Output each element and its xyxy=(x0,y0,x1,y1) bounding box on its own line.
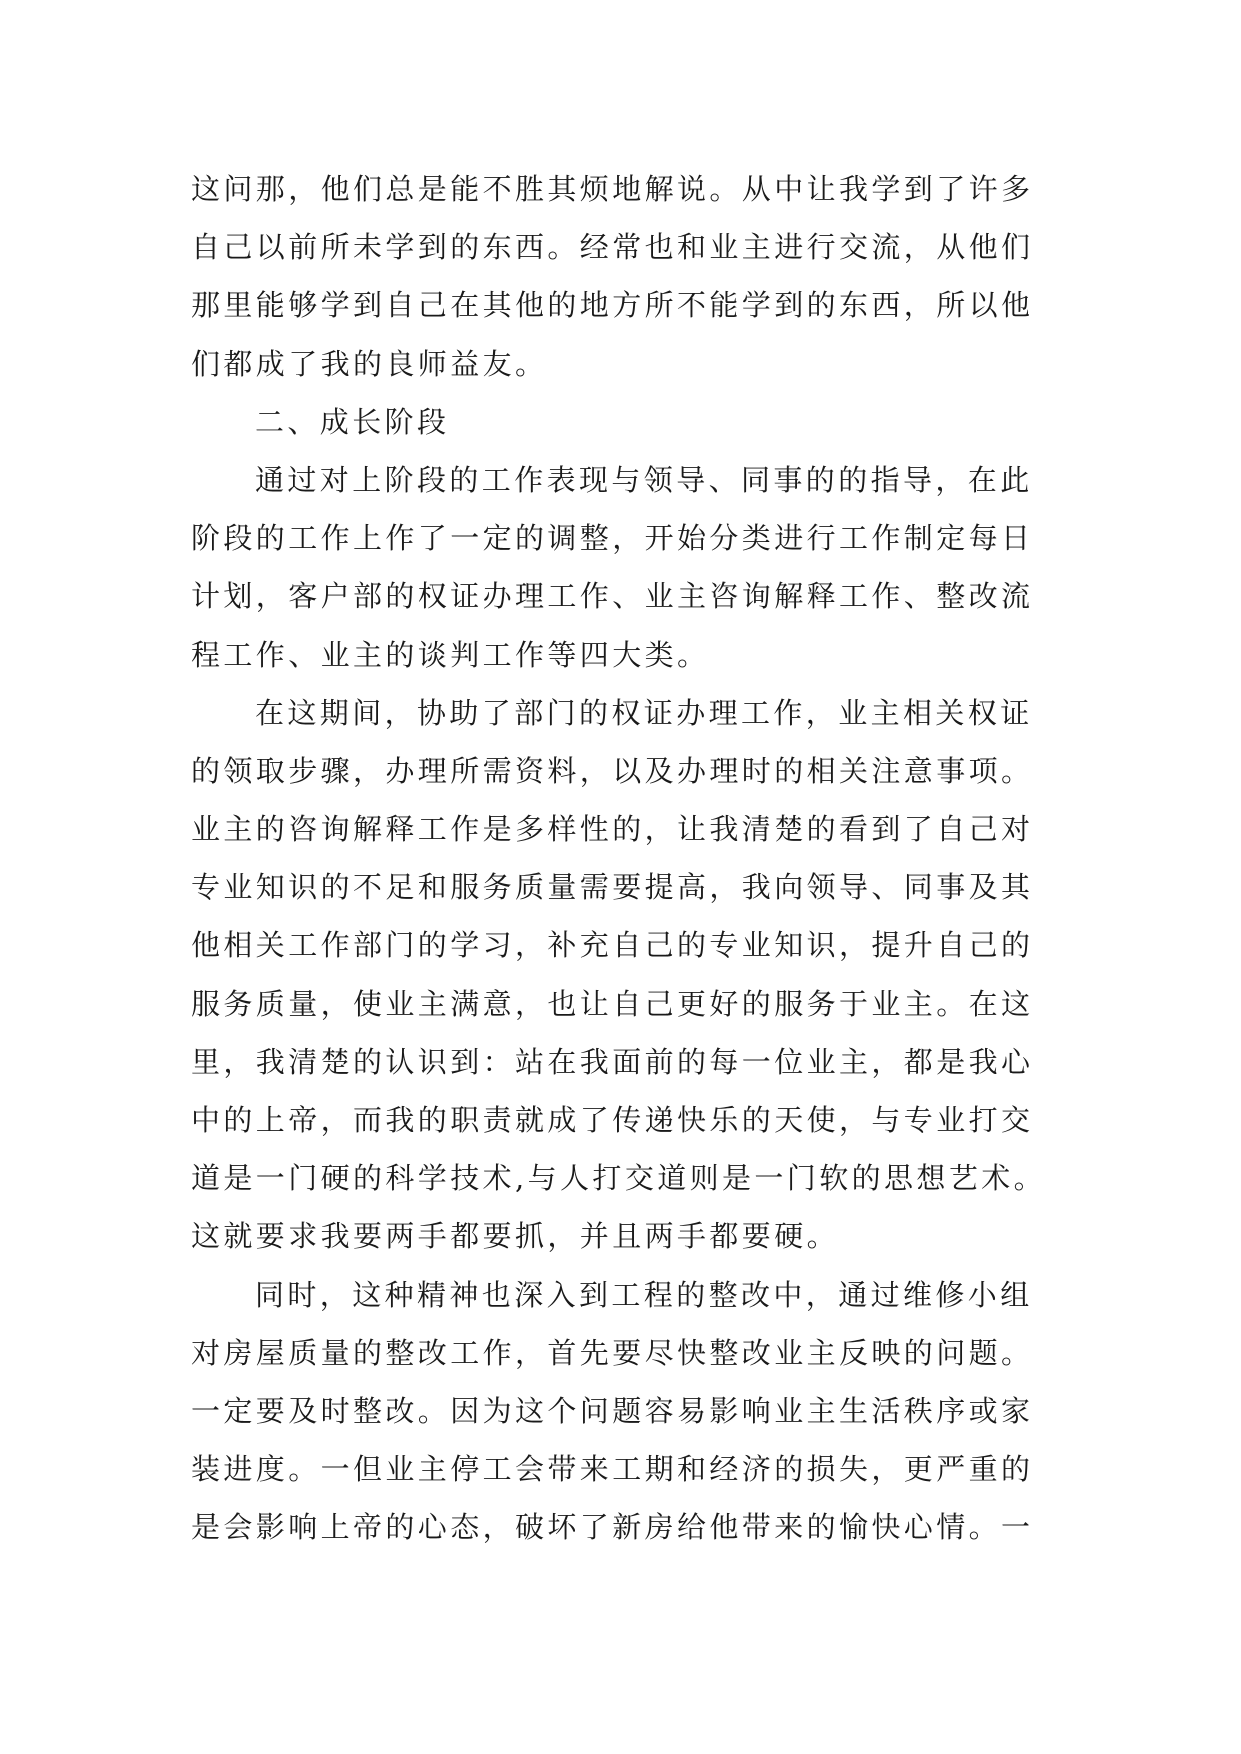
text-line: 程工作、业主的谈判工作等四大类。 xyxy=(191,637,710,672)
text-line: 这就要求我要两手都要抓，并且两手都要硬。 xyxy=(191,1219,840,1254)
text-line: 专业知识的不足和服务质量需要提高，我向领导、同事及其 xyxy=(191,870,1034,905)
text-line: 装进度。一但业主停工会带来工期和经济的损失，更严重的 xyxy=(191,1452,1034,1487)
text-line: 在这期间，协助了部门的权证办理工作，业主相关权证 xyxy=(255,695,1033,730)
text-line: 里，我清楚的认识到：站在我面前的每一位业主，都是我心 xyxy=(191,1044,1034,1079)
text-line: 的领取步骤，办理所需资料，以及办理时的相关注意事项。 xyxy=(191,753,1034,788)
text-line: 服务质量，使业主满意，也让自己更好的服务于业主。在这 xyxy=(191,986,1034,1021)
text-line: 对房屋质量的整改工作，首先要尽快整改业主反映的问题。 xyxy=(191,1335,1034,1370)
text-line: 他相关工作部门的学习，补充自己的专业知识，提升自己的 xyxy=(191,928,1034,963)
text-line: 中的上帝，而我的职责就成了传递快乐的天使，与专业打交 xyxy=(191,1103,1034,1137)
body-text xyxy=(191,160,1061,1557)
text-line: 同时，这种精神也深入到工程的整改中，通过维修小组 xyxy=(255,1277,1033,1312)
text-line: 通过对上阶段的工作表现与领导、同事的的指导，在此 xyxy=(255,462,1033,497)
text-line: 那里能够学到自己在其他的地方所不能学到的东西，所以他 xyxy=(191,288,1034,323)
text-line: 业主的咨询解释工作是多样性的，让我清楚的看到了自己对 xyxy=(191,812,1034,847)
text-line: 们都成了我的良师益友。 xyxy=(191,346,548,381)
text-line: 道是一门硬的科学技术,与人打交道则是一门软的思想艺术。 xyxy=(191,1161,1047,1196)
text-line: 这问那，他们总是能不胜其烦地解说。从中让我学到了许多 xyxy=(191,172,1034,206)
section-heading: 二、成长阶段 xyxy=(255,404,450,439)
text-line: 一定要及时整改。因为这个问题容易影响业主生活秩序或家 xyxy=(191,1393,1034,1428)
text-line: 自己以前所未学到的东西。经常也和业主进行交流，从他们 xyxy=(191,230,1034,265)
text-line: 是会影响上帝的心态，破坏了新房给他带来的愉快心情。一 xyxy=(191,1510,1034,1545)
text-line: 阶段的工作上作了一定的调整，开始分类进行工作制定每日 xyxy=(191,521,1034,556)
text-line: 计划，客户部的权证办理工作、业主咨询解释工作、整改流 xyxy=(191,579,1034,614)
